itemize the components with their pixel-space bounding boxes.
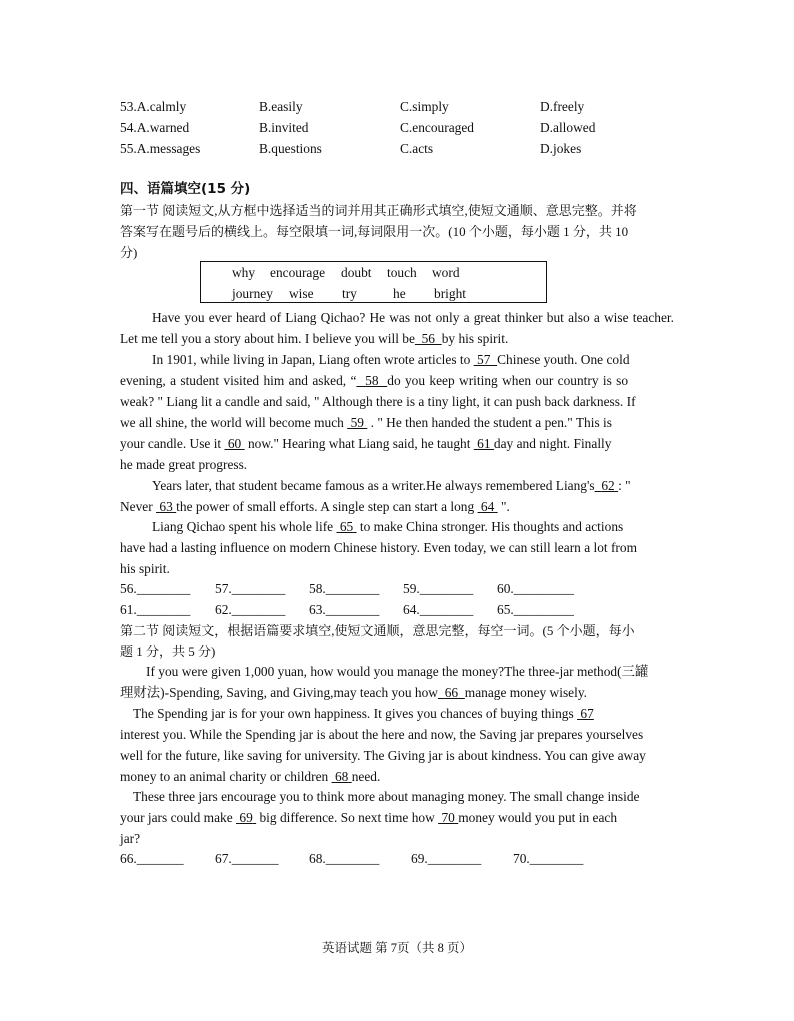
answer-blank[interactable]: 56.________ [120,581,191,596]
option-a: 55.A.messages [120,141,201,156]
part2-instruction-line: 第二节 阅读短文，根据语篇要求填空,使短文通顺，意思完整，每空一词。(5 个小题，每小 [120,623,635,638]
part2-instruction-line: 题 1 分，共 5 分) [120,644,216,659]
word-bank-item: journey [232,286,273,301]
section-title: 四、语篇填空(15 分) [120,181,251,197]
blank-62: 62 [601,478,615,493]
passage2-line: 理财法)-Spending, Saving, and Giving,may teach you how 66 manage money wisely. [120,685,587,700]
passage1-line: weak? " Liang lit a candle and said, " Although there is a tiny light, it can push back darkness. If [120,394,636,409]
option-a: 54.A.warned [120,120,190,135]
word-bank-item: try [342,286,357,301]
passage2-line: The Spending jar is for your own happiness. It gives you chances of buying things 67 [133,706,594,721]
blank-57: 57 [477,352,491,367]
passage1-line: evening, a student visited him and asked, “ 58 do you keep writing when our country is so [120,373,629,388]
answer-blank[interactable]: 65._________ [497,602,574,617]
blank-68: 68 [334,769,349,784]
passage1-line: In 1901, while living in Japan, Liang often wrote articles to 57 Chinese youth. One cold [152,352,630,367]
option-b: B.invited [259,120,309,135]
word-bank-item: why [232,265,256,280]
blank-65: 65 [339,519,354,534]
option-b: B.questions [259,141,322,156]
option-d: D.freely [540,99,585,114]
answer-blank[interactable]: 60._________ [497,581,574,596]
answer-blank[interactable]: 66._______ [120,851,184,866]
answer-blank[interactable]: 59.________ [403,581,474,596]
answer-blank[interactable]: 70.________ [513,851,584,866]
blank-56: 56 [421,331,435,346]
passage1-line: his spirit. [120,561,170,576]
answer-blank[interactable]: 68.________ [309,851,380,866]
option-b: B.easily [259,99,303,114]
passage2-line: money to an animal charity or children 68 need. [120,769,381,784]
word-bank-item: encourage [270,265,326,280]
blank-66: 66 [444,685,459,700]
word-bank-item: he [393,286,406,301]
passage2-line: These three jars encourage you to think more about managing money. The small change inside [133,789,640,804]
passage2-line: If you were given 1,000 yuan, how would you manage the money?The three-jar method(三罐 [146,664,649,679]
blank-67: 67 [580,706,594,721]
word-bank-item: wise [289,286,314,301]
option-d: D.jokes [540,141,582,156]
blank-61: 61 [477,436,491,451]
option-c: C.simply [400,99,449,114]
passage1-line: we all shine, the world will become much 59 . " He then handed the student a pen." This is [120,415,612,430]
answer-blank[interactable]: 63.________ [309,602,380,617]
answer-blank[interactable]: 58.________ [309,581,380,596]
answer-blank[interactable]: 62.________ [215,602,286,617]
answer-blank[interactable]: 69.________ [411,851,482,866]
answer-blank[interactable]: 67._______ [215,851,279,866]
option-d: D.allowed [540,120,596,135]
option-c: C.acts [400,141,434,156]
word-box [200,261,547,303]
blank-59: 59 [350,415,364,430]
word-bank-item: bright [434,286,466,301]
passage1-paragraph: Have you ever heard of Liang Qichao? He was not only a great thinker but also a wise teacher. Let me tell you a story about him. I believe you will be 56 by his spirit. [120,310,674,346]
option-a: 53.A.calmly [120,99,187,114]
blank-64: 64 [480,499,495,514]
page-footer: 英语试题 第 7页（共 8 页） [321,941,472,955]
word-bank-item: word [432,265,460,280]
answer-blank[interactable]: 61.________ [120,602,191,617]
passage1-line: Years later, that student became famous as a writer.He always remembered Liang's 62 : " [152,478,631,493]
blank-63: 63 [159,499,173,514]
option-c: C.encouraged [400,120,474,135]
blank-58: 58 [365,373,379,388]
word-bank-item: touch [387,265,417,280]
answer-blank[interactable]: 57.________ [215,581,286,596]
blank-69: 69 [239,810,253,825]
passage2-line: jar? [120,831,141,846]
word-bank-item: doubt [341,265,372,280]
passage1-line: Liang Qichao spent his whole life 65 to make China stronger. His thoughts and actions [152,519,624,534]
passage1-line: he made great progress. [120,457,248,472]
passage1-line: your candle. Use it 60 now." Hearing what Liang said, he taught 61 day and night. Finally [120,436,612,451]
passage1-line: have had a lasting influence on modern Chinese history. Even today, we can still learn a lot from [120,540,637,555]
passage2-line: your jars could make 69 big difference. So next time how 70 money would you put in each [120,810,618,825]
part1-instruction-line: 第一节 阅读短文,从方框中选择适当的词并用其正确形式填空,使短文通顺、意思完整。并将 [120,203,637,218]
part1-instruction-line: 分) [120,245,138,260]
part1-instruction-line: 答案写在题号后的横线上。每空限填一词,每词限用一次。(10 个小题，每小题 1 分，共 10 [120,224,629,239]
passage1-line: Never 63 the power of small efforts. A single step can start a long 64 ". [120,499,510,514]
passage2-line: well for the future, like saving for university. The Giving jar is about kindness. You can give away [120,748,646,763]
blank-70: 70 [441,810,455,825]
answer-blank[interactable]: 64.________ [403,602,474,617]
blank-60: 60 [227,436,242,451]
passage2-line: interest you. While the Spending jar is about the here and now, the Saving jar prepares yourselves [120,727,644,742]
